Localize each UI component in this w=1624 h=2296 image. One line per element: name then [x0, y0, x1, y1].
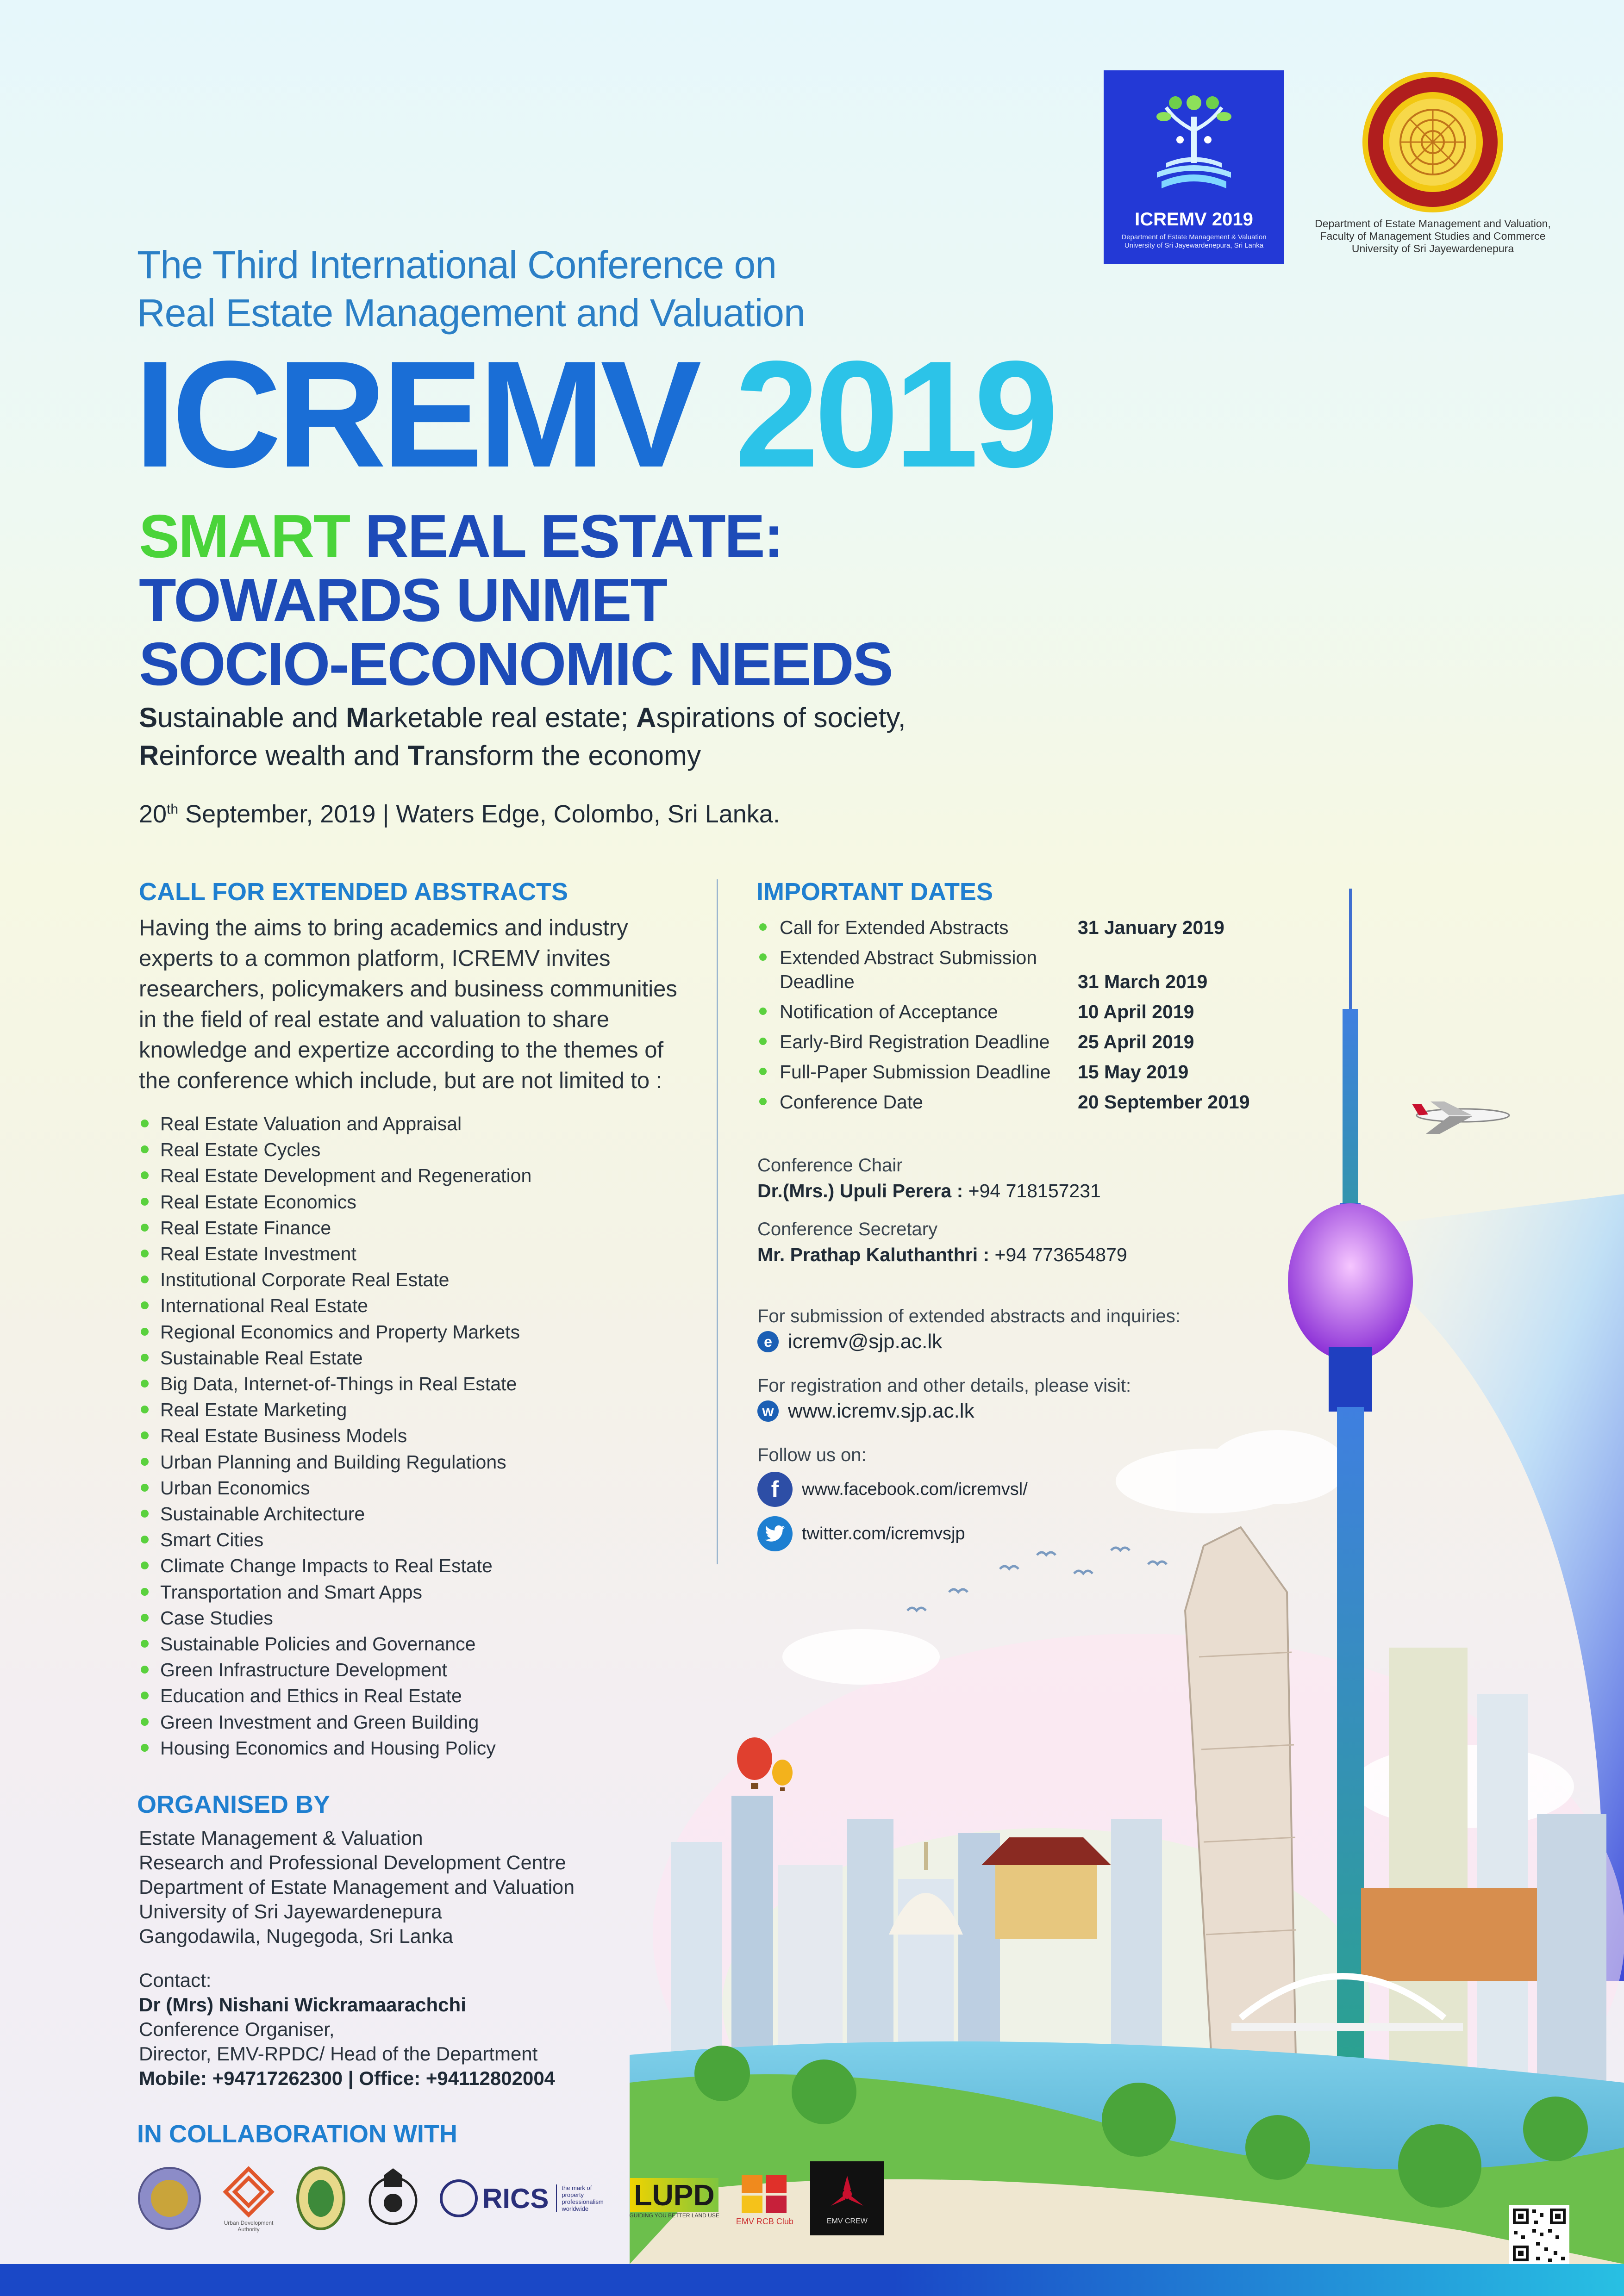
facebook-link[interactable] — [757, 1472, 1028, 1507]
usj-seal-logo — [137, 2166, 202, 2231]
tagline-initial: T — [407, 740, 425, 771]
qr-code-icon[interactable] — [1509, 2205, 1569, 2265]
lupd-logo — [629, 2178, 719, 2219]
twitter-url[interactable]: twitter.com/icremvsjp — [802, 1524, 965, 1543]
chair-contact — [757, 1180, 1101, 1202]
date-label: Early-Bird Registration Deadline — [756, 1030, 1094, 1054]
tagline-initial: R — [139, 740, 159, 771]
website-url[interactable]: www.icremv.sjp.ac.lk — [788, 1400, 974, 1422]
theme-smart: SMART — [139, 502, 350, 570]
organiser-line: Gangodawila, Nugegoda, Sri Lanka — [139, 1925, 453, 1948]
tree-book-icon — [1148, 89, 1240, 191]
secretary-name: Mr. Prathap Kaluthanthri : — [757, 1244, 990, 1265]
theme-list-item: Sustainable Policies and Governance — [139, 1631, 694, 1657]
date-value: 20 September 2019 — [1078, 1091, 1250, 1113]
date-row — [756, 1000, 1312, 1024]
organiser-line: Department of Estate Management and Valuation — [139, 1876, 575, 1898]
crew-emblem-icon — [824, 2171, 870, 2217]
contact-name: Dr (Mrs) Nishani Wickramaarachchi — [139, 1994, 466, 2016]
conference-subtitle — [137, 241, 924, 337]
contact-label: Contact: — [139, 1969, 212, 1991]
tagline-text: ransform the economy — [425, 740, 701, 771]
date-row — [756, 915, 1312, 940]
title-year: 2019 — [734, 329, 1054, 499]
subtitle-line-2: Real Estate Management and Valuation — [137, 291, 805, 335]
intro-line: researchers, policymakers and business communities — [139, 977, 677, 1002]
tagline-initial: A — [636, 702, 656, 733]
rics-tagline: the mark of property professionalism worldwide — [556, 2184, 612, 2212]
rics-text: RICS — [482, 2183, 549, 2214]
subtitle-line-1: The Third International Conference on — [137, 243, 776, 286]
tagline-text: spirations of society, — [656, 702, 906, 733]
theme-list-item: Real Estate Business Models — [139, 1423, 694, 1449]
date-label: Full-Paper Submission Deadline — [756, 1060, 1094, 1084]
conference-title — [134, 329, 1054, 499]
date-label: Call for Extended Abstracts — [756, 915, 1094, 940]
date-value: 15 May 2019 — [1078, 1061, 1189, 1083]
date-label: Notification of Acceptance — [756, 1000, 1094, 1024]
call-for-abstracts-heading: CALL FOR EXTENDED ABSTRACTS — [139, 878, 568, 906]
facebook-url[interactable]: www.facebook.com/icremvsl/ — [802, 1479, 1028, 1499]
event-day-suffix: th — [167, 802, 179, 817]
footer-bar — [0, 2264, 1624, 2296]
puzzle-icon — [737, 2171, 793, 2217]
date-value: 10 April 2019 — [1078, 1001, 1194, 1022]
date-value: 31 January 2019 — [1078, 917, 1224, 938]
call-for-abstracts-intro — [139, 913, 694, 1096]
organised-by-heading: ORGANISED BY — [137, 1791, 331, 1818]
date-row — [756, 1060, 1312, 1084]
theme-list-item: International Real Estate — [139, 1293, 694, 1319]
logo-title: ICREMV 2019 — [1135, 209, 1253, 230]
theme-list-item: Real Estate Economics — [139, 1189, 694, 1215]
organiser-line: Estate Management & Valuation — [139, 1827, 423, 1849]
rcb-caption: EMV RCB Club — [736, 2216, 793, 2226]
tagline-initial: S — [139, 702, 158, 733]
event-date-venue — [139, 800, 780, 828]
emv-crew-logo — [810, 2161, 884, 2235]
dept-caption-line: Faculty of Management Studies and Commerce — [1320, 230, 1546, 242]
theme-list-item: Real Estate Marketing — [139, 1397, 694, 1423]
tagline-text: ustainable and — [157, 702, 346, 733]
theme-line-2: TOWARDS UNMET — [139, 566, 667, 634]
important-dates-heading: IMPORTANT DATES — [756, 878, 993, 906]
registration-label: For registration and other details, please visit: — [757, 1375, 1131, 1396]
rcb-club-logo — [736, 2171, 793, 2227]
uda-caption: Urban Development Authority — [224, 2220, 274, 2233]
email-icon: e — [757, 1331, 779, 1352]
uda-emblem-icon — [219, 2164, 279, 2220]
email-address[interactable]: icremv@sjp.ac.lk — [788, 1330, 943, 1353]
theme-list-item: Sustainable Real Estate — [139, 1345, 694, 1371]
follow-label: Follow us on: — [757, 1445, 867, 1465]
intro-line: in the field of real estate and valuation to share — [139, 1007, 610, 1032]
secretary-contact — [757, 1244, 1127, 1266]
theme-line-3: SOCIO-ECONOMIC NEEDS — [139, 630, 892, 698]
rics-circle-icon — [440, 2179, 478, 2217]
column-divider — [717, 879, 718, 1564]
tagline-text: arketable real estate; — [369, 702, 637, 733]
theme-list-item: Real Estate Finance — [139, 1215, 694, 1241]
lupd-text: LUPD — [630, 2178, 718, 2212]
theme-list-item: Green Infrastructure Development — [139, 1657, 694, 1683]
logo-caption: Department of Estate Management & Valuation University of Sri Jayewardenepura, Sri Lanka — [1121, 233, 1267, 249]
airplane-icon — [1412, 1101, 1509, 1134]
twitter-link[interactable] — [757, 1516, 965, 1551]
emblem-logo — [363, 2166, 423, 2231]
chair-phone: +94 718157231 — [963, 1180, 1101, 1201]
facebook-icon: f — [757, 1472, 793, 1507]
web-icon: w — [757, 1400, 779, 1422]
event-venue: September, 2019 | Waters Edge, Colombo, Sri Lanka. — [178, 800, 780, 828]
theme-list-item: Real Estate Valuation and Appraisal — [139, 1111, 694, 1137]
theme-line-1: REAL ESTATE: — [364, 502, 783, 570]
date-label: Conference Date — [756, 1090, 1094, 1114]
secretary-label: Conference Secretary — [757, 1219, 938, 1239]
icremv-logo — [1104, 70, 1284, 264]
rics-logo — [440, 2179, 612, 2217]
important-dates-table — [756, 915, 1312, 1120]
lupd-caption: GUIDING YOU BETTER LAND USE — [629, 2212, 719, 2219]
theme-list-item: Education and Ethics in Real Estate — [139, 1683, 694, 1709]
dept-caption-line: University of Sri Jayewardenepura — [1351, 243, 1514, 255]
contact-phones: Mobile: +94717262300 | Office: +94112802004 — [139, 2067, 556, 2089]
secretary-phone: +94 773654879 — [989, 1244, 1127, 1265]
theme-list-item: Big Data, Internet-of-Things in Real Estate — [139, 1371, 694, 1397]
intro-line: experts to a common platform, ICREMV invites — [139, 946, 611, 971]
tagline-initial: M — [346, 702, 369, 733]
uda-logo — [219, 2164, 279, 2233]
email-link[interactable] — [757, 1330, 942, 1353]
dept-caption-line: Department of Estate Management and Valuation, — [1315, 218, 1551, 230]
chair-label: Conference Chair — [757, 1155, 903, 1176]
crew-caption: EMV CREW — [826, 2217, 868, 2225]
date-row — [756, 1030, 1312, 1054]
theme-list-item: Case Studies — [139, 1605, 694, 1631]
date-label: Extended Abstract Submission Deadline — [756, 946, 1039, 994]
organiser-line: University of Sri Jayewardenepura — [139, 1901, 442, 1923]
theme-list-item: Green Investment and Green Building — [139, 1709, 694, 1735]
twitter-icon — [757, 1516, 793, 1551]
theme-list-item: Sustainable Architecture — [139, 1501, 694, 1527]
theme-list-item: Climate Change Impacts to Real Estate — [139, 1553, 694, 1579]
collaboration-heading: IN COLLABORATION WITH — [137, 2120, 457, 2148]
theme-list-item: Real Estate Investment — [139, 1241, 694, 1267]
intro-line: Having the aims to bring academics and industry — [139, 915, 628, 940]
theme-list-item: Smart Cities — [139, 1527, 694, 1553]
conference-theme — [139, 504, 1018, 696]
chair-name: Dr.(Mrs.) Upuli Perera : — [757, 1180, 963, 1201]
submission-label: For submission of extended abstracts and inquiries: — [757, 1306, 1181, 1326]
theme-list-item: Institutional Corporate Real Estate — [139, 1267, 694, 1293]
theme-list-item: Urban Planning and Building Regulations — [139, 1449, 694, 1475]
event-day: 20 — [139, 800, 167, 828]
theme-list-item: Urban Economics — [139, 1475, 694, 1501]
conference-themes-list — [139, 1111, 694, 1761]
theme-list-item: Real Estate Development and Regeneration — [139, 1163, 694, 1188]
tagline — [139, 699, 1018, 775]
theme-list-item: Transportation and Smart Apps — [139, 1579, 694, 1605]
department-caption — [1310, 218, 1555, 255]
organiser-line: Research and Professional Development Centre — [139, 1852, 566, 1874]
organiser-contact — [139, 1968, 787, 2091]
intro-line: knowledge and expertize according to the themes of — [139, 1038, 664, 1063]
website-link[interactable] — [757, 1400, 974, 1423]
tagline-text: einforce wealth and — [159, 740, 408, 771]
title-acronym: ICREMV — [134, 329, 697, 499]
theme-list-item: Housing Economics and Housing Policy — [139, 1735, 694, 1761]
intro-line: the conference which include, but are not limited to : — [139, 1068, 662, 1093]
theme-list-item: Real Estate Cycles — [139, 1137, 694, 1163]
date-value: 31 March 2019 — [1078, 971, 1208, 992]
contact-role: Director, EMV-RPDC/ Head of the Department — [139, 2043, 538, 2065]
partner-logos — [137, 2161, 901, 2235]
contact-role: Conference Organiser, — [139, 2018, 335, 2040]
date-value: 25 April 2019 — [1078, 1031, 1194, 1052]
date-row — [756, 946, 1312, 994]
theme-list-item: Regional Economics and Property Markets — [139, 1319, 694, 1345]
crest-logo — [295, 2166, 346, 2231]
date-row — [756, 1090, 1312, 1114]
university-seal-icon — [1361, 70, 1505, 214]
organiser-address — [139, 1826, 741, 1949]
